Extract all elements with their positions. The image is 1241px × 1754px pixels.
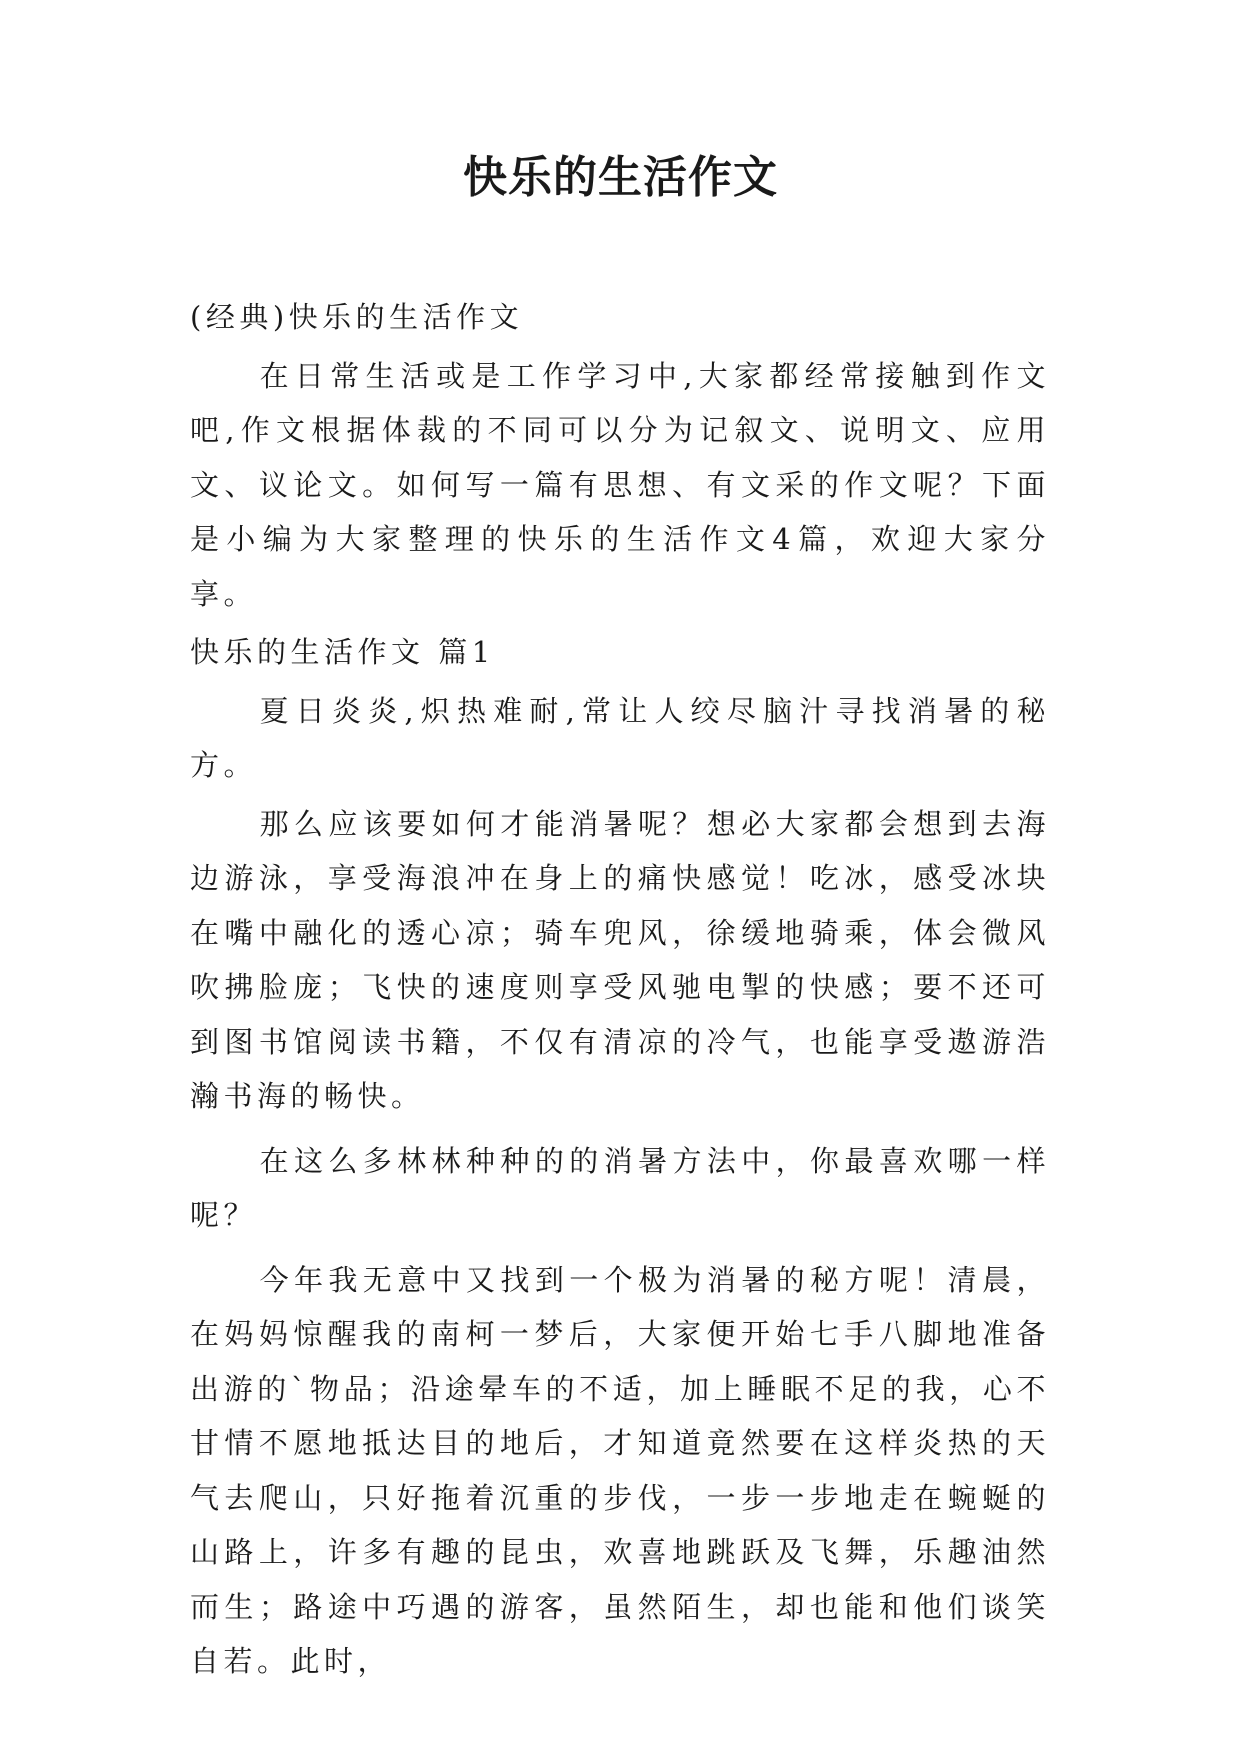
document-title: 快乐的生活作文	[463, 152, 778, 203]
paragraph: 那么应该要如何才能消暑呢？想必大家都会想到去海边游泳，享受海浪冲在身上的痛快感觉！吃冰，感受冰块在嘴中融化的透心凉；骑车兜风，徐缓地骑乘，体会微风吹拂脸庞；飞快的速度则享受风驰电掣的快感；要不还可到图书馆阅读书籍，不仅有清凉的冷气，也能享受遨游浩瀚书海的畅快。	[190, 806, 1050, 1113]
paragraph: 夏日炎炎,炽热难耐,常让人绞尽脑汁寻找消暑的秘方。	[190, 693, 1050, 782]
subtitle-line: (经典)快乐的生活作文	[190, 300, 524, 334]
paragraph: 在这么多林林种种的的消暑方法中，你最喜欢哪一样呢？	[190, 1143, 1050, 1232]
intro-paragraph: 在日常生活或是工作学习中,大家都经常接触到作文吧,作文根据体裁的不同可以分为记叙文、说明文、应用文、议论文。如何写一篇有思想、有文采的作文呢？下面是小编为大家整理的快乐的生活作文4篇，欢迎大家分享。	[190, 358, 1050, 611]
document-body	[190, 290, 1050, 1689]
paragraph: 今年我无意中又找到一个极为消暑的秘方呢！清晨，在妈妈惊醒我的南柯一梦后，大家便开始七手八脚地准备出游的`物品；沿途晕车的不适，加上睡眠不足的我，心不甘情不愿地抵达目的地后，才知道竟然要在这样炎热的天气去爬山，只好拖着沉重的步伐，一步一步地走在蜿蜒的山路上，许多有趣的昆虫，欢喜地跳跃及飞舞，乐趣油然而生；路途中巧遇的游客，虽然陌生，却也能和他们谈笑自若。此时，	[190, 1262, 1050, 1678]
section-heading: 快乐的生活作文 篇1	[190, 635, 495, 669]
